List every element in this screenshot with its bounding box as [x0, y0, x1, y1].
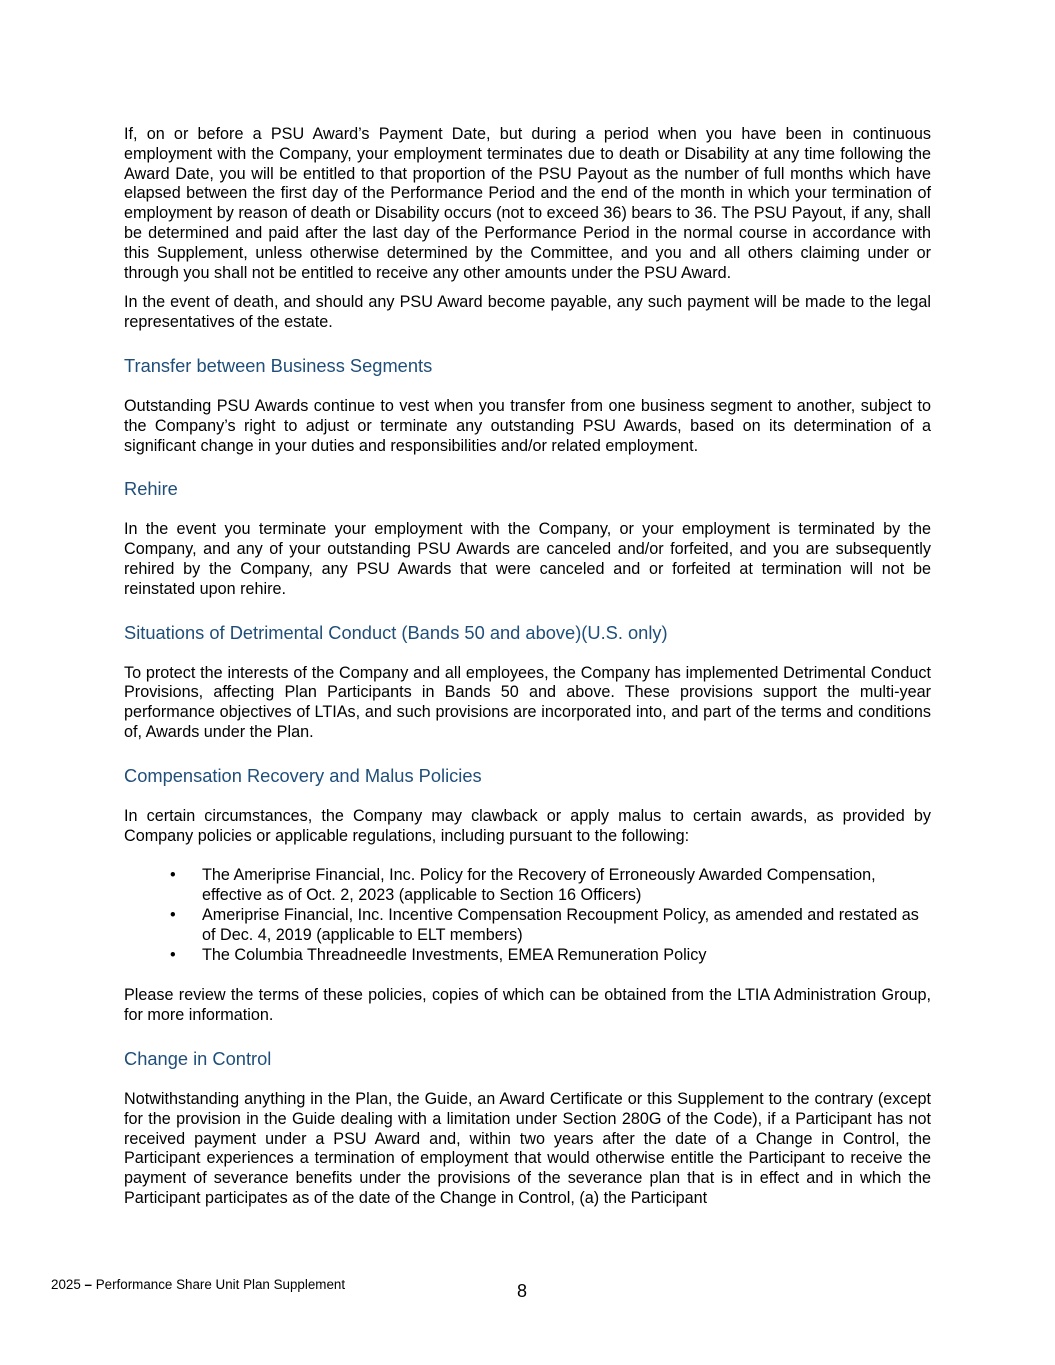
rehire-paragraph: In the event you terminate your employment with the Company, or your employment is terminated by the Company, and any of your outstanding PSU Awards are canceled and/or forfeited, and you are subsequently rehired by the Company, any PSU Awards that were canceled and or forfeited at termination will not be reinstated upon rehire. — [124, 520, 931, 598]
compensation-recovery-heading: Compensation Recovery and Malus Policies — [124, 764, 482, 786]
change-in-control-paragraph: Notwithstanding anything in the Plan, the Guide, an Award Certificate or this Supplement to the contrary (except for the provision in the Guide dealing with a limitation under Section 280G of the Code), if a Participant has not received payment under a PSU Award and, within two years after the date of a Change in Control, the Participant experiences a termination of employment that would otherwise entitle the Participant to receive the payment of severance benefits under the provisions of the severance plan that is in effect and in which the Participant participates as of the date of the Change in Control, (a) the Participant — [124, 1089, 931, 1207]
list-item — [124, 906, 931, 946]
footer-dash: – — [84, 1277, 92, 1292]
list-item — [124, 946, 931, 966]
transfer-paragraph: Outstanding PSU Awards continue to vest when you transfer from one business segment to another, subject to the Company’s right to adjust or terminate any outstanding PSU Awards, based on its determination of a significant change in your duties and responsibilities and/or related employment. — [124, 396, 931, 455]
rehire-heading: Rehire — [124, 478, 178, 500]
compensation-recovery-paragraph: In certain circumstances, the Company may clawback or apply malus to certain awards, as provided by Company policies or applicable regulations, including pursuant to the following: — [124, 806, 931, 845]
list-item-text: The Columbia Threadneedle Investments, EMEA Remuneration Policy — [202, 945, 707, 964]
footer-title-text: Performance Share Unit Plan Supplement — [95, 1277, 346, 1292]
bullet-icon: • — [170, 905, 176, 924]
bullet-icon: • — [170, 945, 176, 964]
footer-document-title — [51, 1277, 345, 1292]
list-item-text: Ameriprise Financial, Inc. Incentive Compensation Recoupment Policy, as amended and restated as of Dec. 4, 2019 (applicable to ELT members) — [202, 905, 919, 944]
transfer-heading: Transfer between Business Segments — [124, 354, 433, 376]
detrimental-conduct-heading: Situations of Detrimental Conduct (Bands 50 and above)(U.S. only) — [124, 621, 668, 643]
change-in-control-heading: Change in Control — [124, 1047, 272, 1069]
footer-year: 2025 — [51, 1277, 81, 1292]
list-item-text: The Ameriprise Financial, Inc. Policy for the Recovery of Erroneously Awarded Compensation, effective as of Oct. 2, 2023 (applicable to Section 16 Officers) — [202, 866, 876, 905]
document-body — [124, 125, 931, 1209]
list-item — [124, 866, 931, 906]
page-number: 8 — [516, 1281, 527, 1301]
bullet-icon: • — [170, 866, 176, 885]
policy-list — [124, 866, 931, 965]
death-disability-paragraph: If, on or before a PSU Award’s Payment Date, but during a period when you have been in continuous employment with the Company, your employment terminates due to death or Disability at any time following the Award Date, you will be entitled to that proportion of the PSU Payout as the number of full months which have elapsed between the first day of the Performance Period and the end of the month in which your termination of employment by reason of death or Disability occurs (not to exceed 36) bears to 36. The PSU Payout, if any, shall be determined and paid after the last day of the Performance Period in the normal course in accordance with this Supplement, unless otherwise determined by the Committee, and you and all others claiming under or through you shall not be entitled to receive any other amounts under the PSU Award. — [124, 125, 931, 282]
policy-review-paragraph: Please review the terms of these policies, copies of which can be obtained from the LTIA Administration Group, for more information. — [124, 986, 931, 1025]
death-payment-paragraph: In the event of death, and should any PSU Award become payable, any such payment will be made to the legal representatives of the estate. — [124, 293, 931, 332]
detrimental-conduct-paragraph: To protect the interests of the Company and all employees, the Company has implemented Detrimental Conduct Provisions, affecting Plan Participants in Bands 50 and above. These provisions support the multi-year performance objectives of LTIAs, and such provisions are incorporated into, and part of the terms and conditions of, Awards under the Plan. — [124, 663, 931, 741]
